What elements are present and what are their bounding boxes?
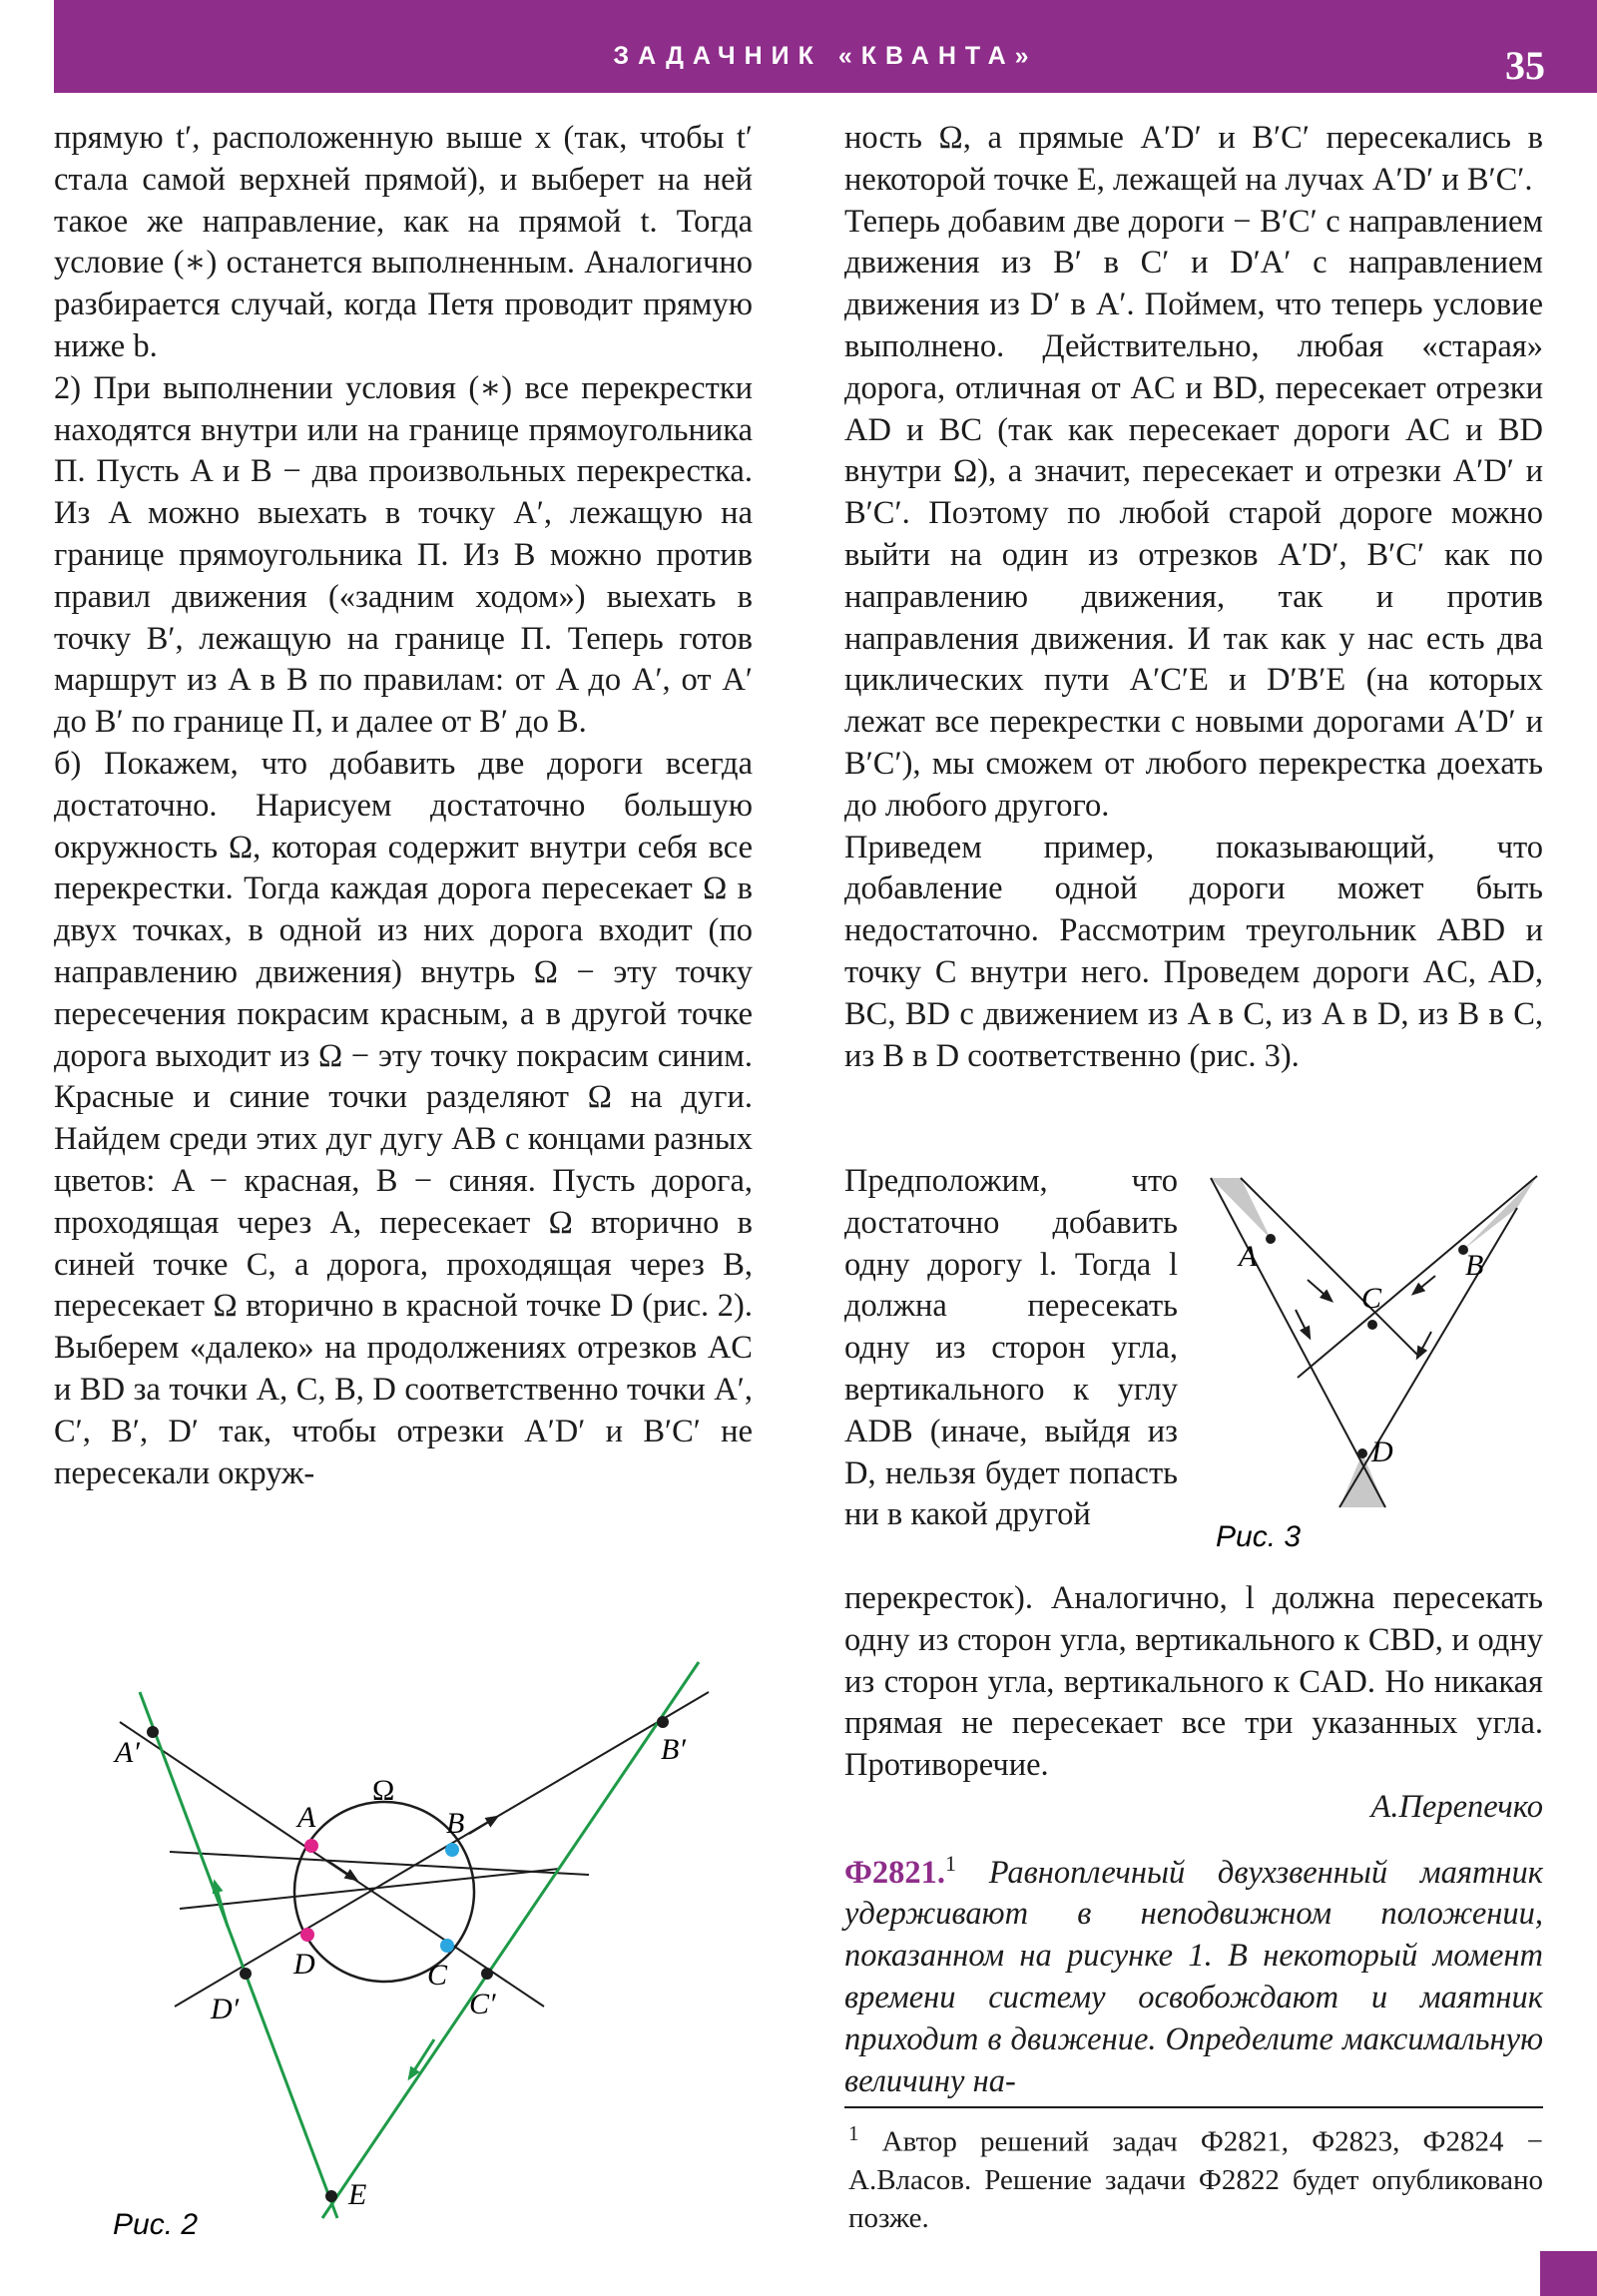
point-d-prime [240,1968,252,1980]
label-c: C [427,1959,448,1992]
point-b-blue [445,1843,459,1857]
problem-f2821 [844,1843,1543,2103]
point-d [1357,1448,1367,1458]
wrap-text-block [844,1161,1178,1536]
label-d: D [293,1948,315,1981]
label-c-prime: C′ [469,1988,496,2020]
figure-2 [54,1657,753,2241]
point-a [1266,1234,1276,1244]
label-e: E [348,2178,367,2211]
paragraph: 2) При выполнении условия (∗) все перекрестки находятся внутри или на границе прямоугольника Π. Пусть A и B − два произвольных перекрестка. Из A можно выехать в точку A′, лежащую на границе прямоугольника Π. Из B можно против правил движения («задним ходом») выехать в точку B′, лежащую на границе Π. Теперь готов маршрут из A в B по правилам: от A до A′, от A′ до B′ по границе Π, и далее от B′ до B. [54,369,753,741]
problem-text: Равноплечный двухзвенный маятник удерживают в неподвижном положении, показанном на рисунке 1. В некоторый момент времени систему освобождают и маятник приходит в движение. Определите максимальную величину на- [844,1854,1543,2099]
point-c-prime [481,1968,493,1980]
road-arrow [1417,1332,1431,1358]
page-header [54,0,1597,93]
label-a-prime: A′ [115,1736,140,1769]
road-line [1241,1178,1417,1355]
point-e [325,2190,337,2202]
paragraph: б) Покажем, что добавить две дороги всегда достаточно. Нарисуем достаточно большую окружность Ω, которая содержит внутри себя все перекрестки. Тогда каждая дорога пересекает Ω в двух точках, в одной из них дорога входит (по направлению движения) внутрь Ω − эту точку пересечения покрасим красным, а в другой точке дорога выходит из Ω − эту точку покрасим синим. Красные и синие точки разделяют Ω на дуги. Найдем среди этих дуг дугу AB с концами разных цветов: A − красная, B − синяя. Пусть дорога, проходящая через A, пересекает Ω вторично в синей точке C, а дорога, проходящая через B, пересекает Ω вторично в красной точке D (рис. 2). Выберем «далеко» на продолжениях отрезков AC и BD за точки A, C, B, D соответственно точки A′, C′, B′, D′ так, чтобы отрезки A′D′ и B′C′ не пересекали окруж- [54,745,753,1491]
footnote-text: Автор решений задач Ф2821, Ф2823, Ф2824 − А.Власов. Решение задачи Ф2822 будет опубликовано позже. [848,2125,1543,2234]
right-column-continued [844,1578,1543,2102]
corner-accent-block [1540,2251,1597,2296]
shaded-angle-a [1211,1178,1271,1239]
road-arrow [1296,1310,1310,1338]
road-arrow [329,1862,356,1880]
label-b-prime: B′ [661,1733,686,1766]
road-line [1298,1176,1537,1378]
label-b: B [446,1807,465,1840]
footnote [848,2114,1543,2237]
paragraph: прямую t′, расположенную выше x (так, чтобы t′ стала самой верхней прямой), и выберет на ней такое же направление, как на прямой t. Тогда условие (∗) останется выполненным. Аналогично разбирается случай, когда Петя проводит прямую ниже b. [54,120,753,364]
label-a: A [1239,1240,1258,1273]
road-arrow [1308,1280,1331,1301]
point-a-red [304,1839,318,1853]
label-omega: Ω [372,1774,395,1807]
point-d-red [300,1928,314,1942]
label-c: C [1361,1282,1382,1315]
road-line [1211,1178,1385,1507]
footnote-divider [844,2106,1543,2108]
shaded-angle-b [1463,1176,1537,1250]
problem-title: Ф2821. [844,1854,946,1891]
paragraph: ность Ω, а прямые A′D′ и B′C′ пересекались в некоторой точке E, лежащей на лучах A′D′ и B′C′. [844,120,1543,198]
footnote-mark: 1 [945,1850,957,1876]
right-column [844,118,1543,1077]
point-c-blue [440,1939,454,1953]
road-arrow [469,1817,497,1834]
label-d: D [1371,1435,1393,1468]
figure-3 [1188,1163,1547,1567]
paragraph: Теперь добавим две дороги − B′C′ с направлением движения из B′ в C′ и D′A′ с направлением движения из D′ в A′. Поймем, что теперь условие выполнено. Действительно, любая «старая» дорога, отличная от AC и BD, пересекает отрезки AD и BC (так как пересекает дороги AC и BD внутри Ω), а значит, пересекает и отрезки A′D′ и B′C′. Поэтому по любой старой дороге можно выйти на один из отрезков A′D′, B′C′ как по направлению движения, так и против направления движения. И так как у нас есть два циклических пути A′C′E и D′B′E (на которых лежат все перекрестки с новыми дорогами A′D′ и B′C′), мы сможем от любого перекрестка доехать до любого другого. [844,203,1543,824]
road-line [1339,1208,1517,1507]
figure-3-caption: Рис. 3 [1216,1520,1302,1553]
paragraph: Приведем пример, показывающий, что добавление одной дороги может быть недостаточно. Рассмотрим треугольник ABD и точку C внутри него. Проведем дороги AC, AD, BC, BD с движением из A в C, из A в D, из B в C, из B в D соответственно (рис. 3). [844,829,1543,1074]
label-b: B [1465,1249,1484,1282]
paragraph: Предположим, что достаточно добавить одну дорогу l. Тогда l должна пересекать одну из сторон угла, вертикального к углу ADB (иначе, выйдя из D, нельзя будет попасть ни в какой другой [844,1163,1178,1533]
label-d-prime: D′ [211,1993,240,2025]
journal-section-title: ЗАДАЧНИК «КВАНТА» [613,42,1038,70]
green-road-b-prime-c-prime [322,1662,699,2218]
page-number: 35 [1505,43,1545,88]
point-b-prime [657,1716,669,1728]
paragraph: перекресток). Аналогично, l должна пересекать одну из сторон угла, вертикального к CBD, и одну из сторон угла, вертикального к CAD. Но никакая прямая не пересекает все три указанных угла. Противоречие. [844,1580,1543,1784]
point-a-prime [147,1726,159,1738]
footnote-number: 1 [848,2121,859,2145]
left-column [54,118,753,1494]
label-a: A [297,1801,316,1834]
figure-2-caption: Рис. 2 [113,2208,199,2241]
author-signature: А.Перепечко [1370,1788,1543,1825]
point-c [1367,1320,1377,1330]
